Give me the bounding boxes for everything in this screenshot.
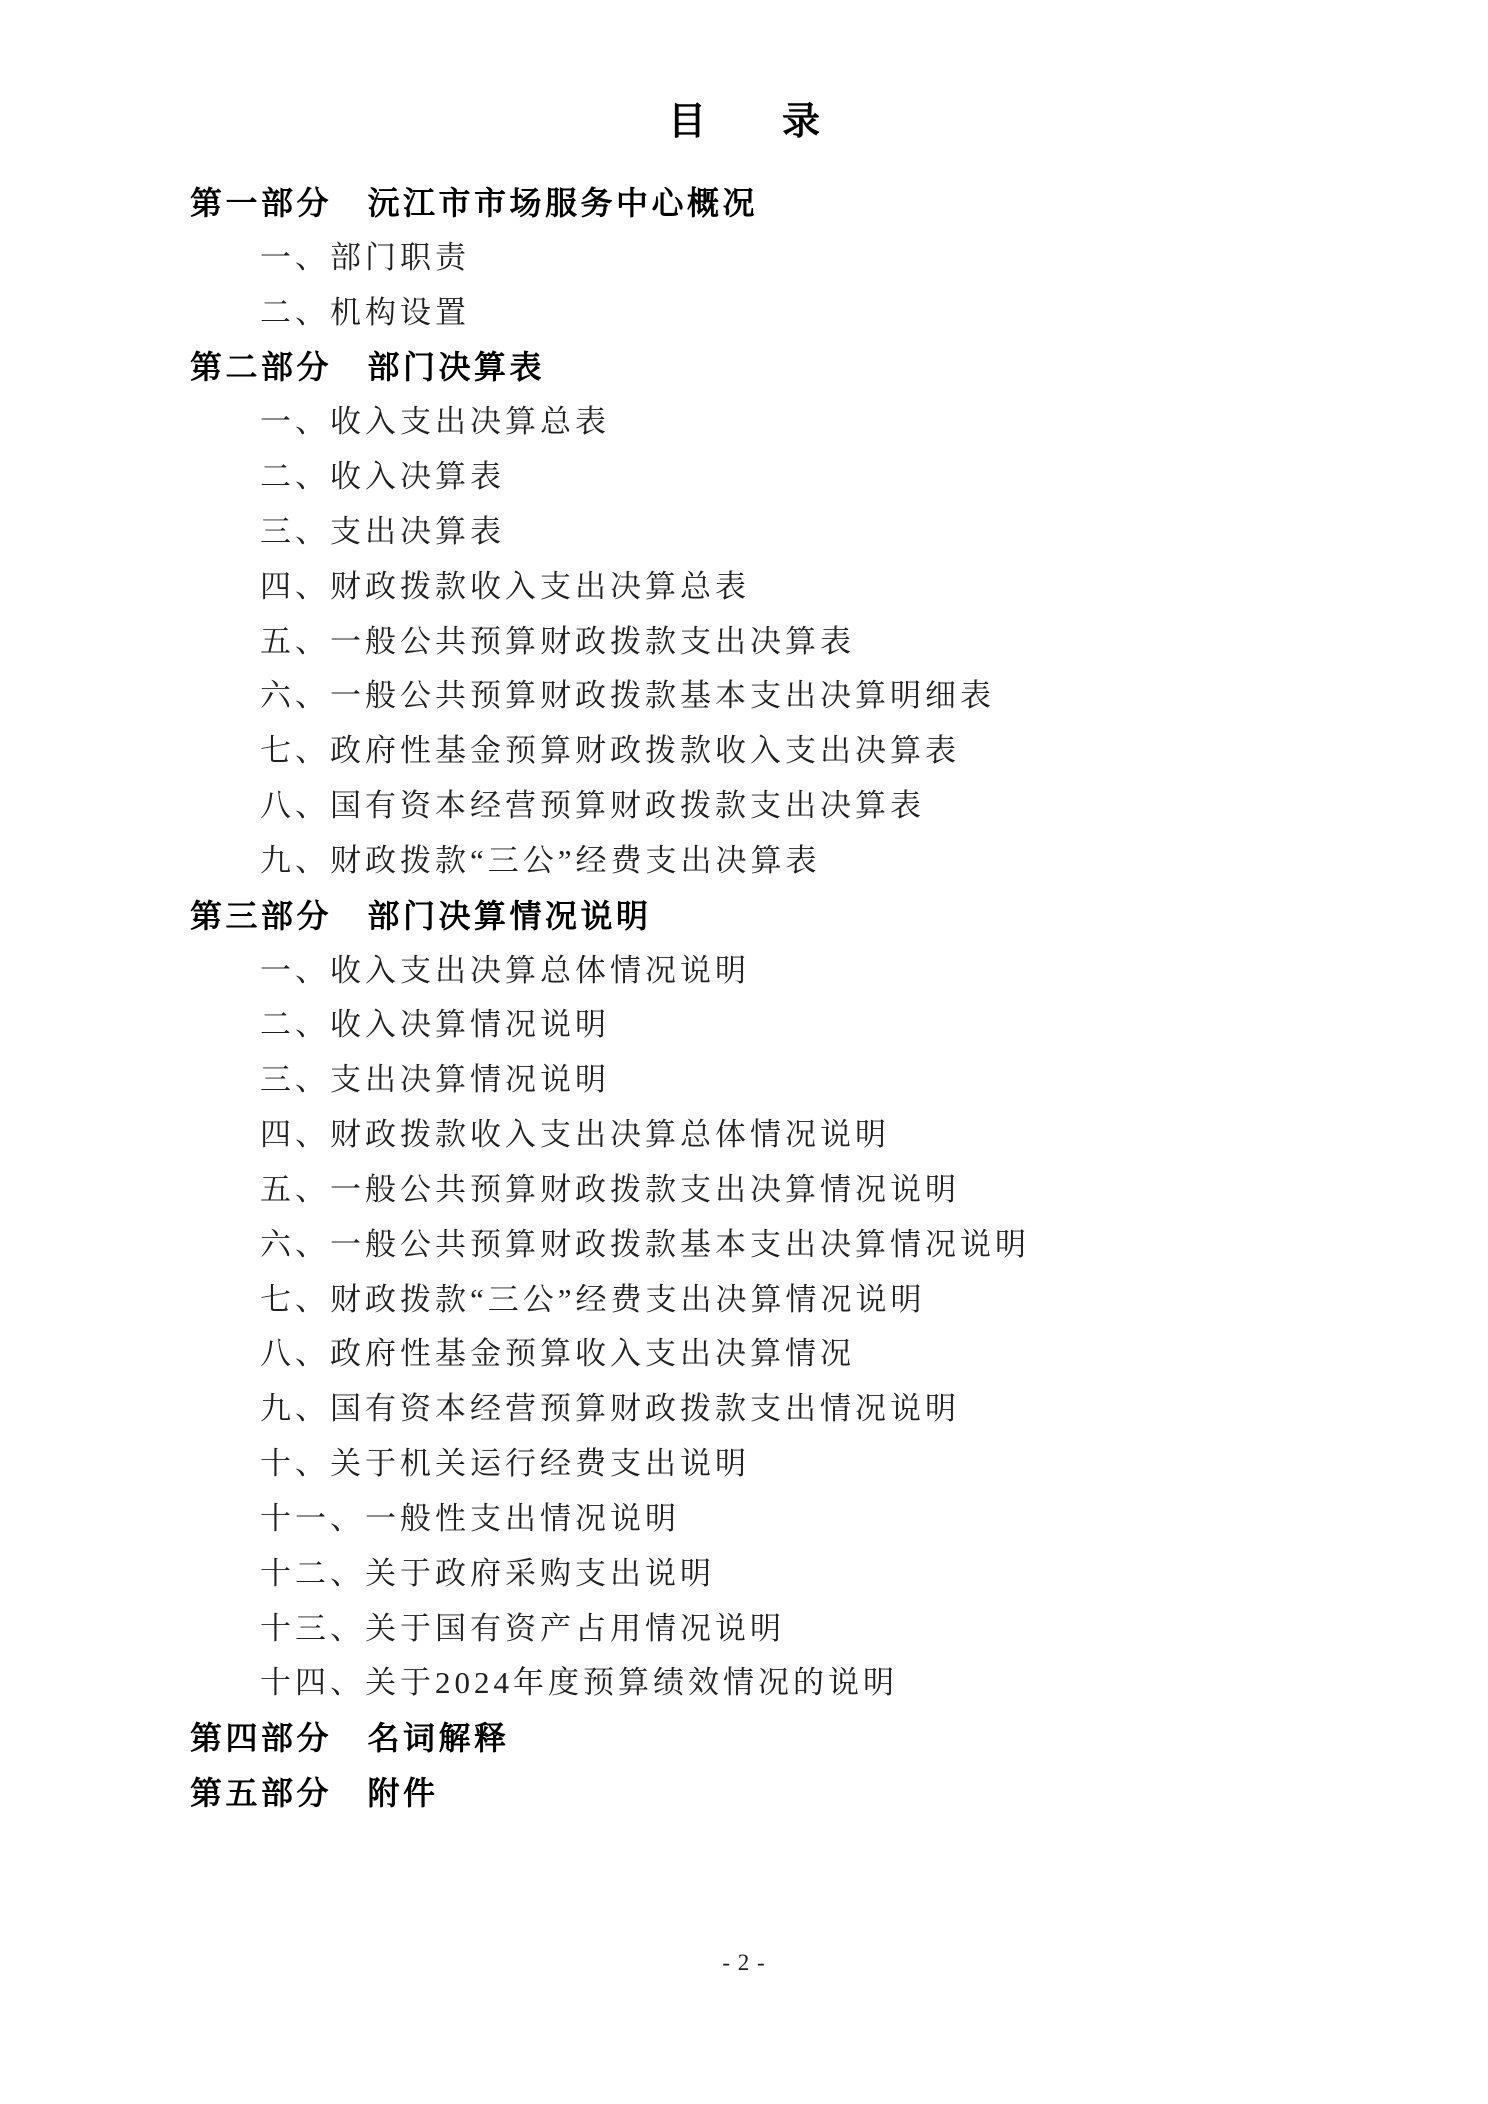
toc-part-heading: 第三部分 部门决算情况说明 — [190, 897, 652, 934]
toc-item: 二、机构设置 — [260, 294, 470, 330]
toc-item: 一、收入支出决算总表 — [260, 404, 610, 440]
toc-part-heading: 第二部分 部门决算表 — [190, 349, 546, 386]
toc-item: 九、财政拨款“三公”经费支出决算表 — [260, 842, 821, 878]
toc-item: 三、支出决算情况说明 — [260, 1062, 610, 1098]
toc-part-heading: 第一部分 沅江市市场服务中心概况 — [190, 185, 759, 221]
toc-item: 十三、关于国有资产占用情况说明 — [260, 1610, 785, 1646]
toc-item: 十四、关于2024年度预算绩效情况的说明 — [260, 1665, 898, 1701]
page-title: 目 录 — [667, 101, 820, 143]
toc-item: 六、一般公共预算财政拨款基本支出决算情况说明 — [260, 1226, 1030, 1262]
toc-item: 四、财政拨款收入支出决算总表 — [260, 568, 750, 604]
toc-item: 二、收入决算情况说明 — [260, 1007, 610, 1043]
toc-item: 十一、一般性支出情况说明 — [260, 1500, 680, 1536]
toc-item: 一、收入支出决算总体情况说明 — [260, 952, 750, 988]
toc-item: 八、政府性基金预算收入支出决算情况 — [260, 1336, 855, 1372]
toc-item: 二、收入决算表 — [260, 459, 505, 495]
toc-part-heading: 第四部分 名词解释 — [190, 1720, 510, 1757]
table-of-contents — [190, 176, 1448, 1821]
toc-part-heading: 第五部分 附件 — [190, 1775, 439, 1812]
toc-item: 八、国有资本经营预算财政拨款支出决算表 — [260, 788, 925, 824]
toc-item: 五、一般公共预算财政拨款支出决算情况说明 — [260, 1171, 960, 1207]
toc-item: 十、关于机关运行经费支出说明 — [260, 1446, 750, 1482]
toc-item: 七、政府性基金预算财政拨款收入支出决算表 — [260, 733, 960, 769]
toc-item: 五、一般公共预算财政拨款支出决算表 — [260, 623, 855, 659]
page-number: - 2 - — [722, 1950, 766, 1975]
toc-item: 七、财政拨款“三公”经费支出决算情况说明 — [260, 1281, 926, 1317]
toc-item: 六、一般公共预算财政拨款基本支出决算明细表 — [260, 678, 995, 714]
toc-item: 三、支出决算表 — [260, 513, 505, 549]
toc-item: 十二、关于政府采购支出说明 — [260, 1555, 715, 1591]
page-footer — [0, 1948, 1488, 1978]
toc-item: 一、部门职责 — [260, 239, 470, 275]
toc-item: 四、财政拨款收入支出决算总体情况说明 — [260, 1117, 890, 1153]
toc-item: 九、国有资本经营预算财政拨款支出情况说明 — [260, 1391, 960, 1427]
